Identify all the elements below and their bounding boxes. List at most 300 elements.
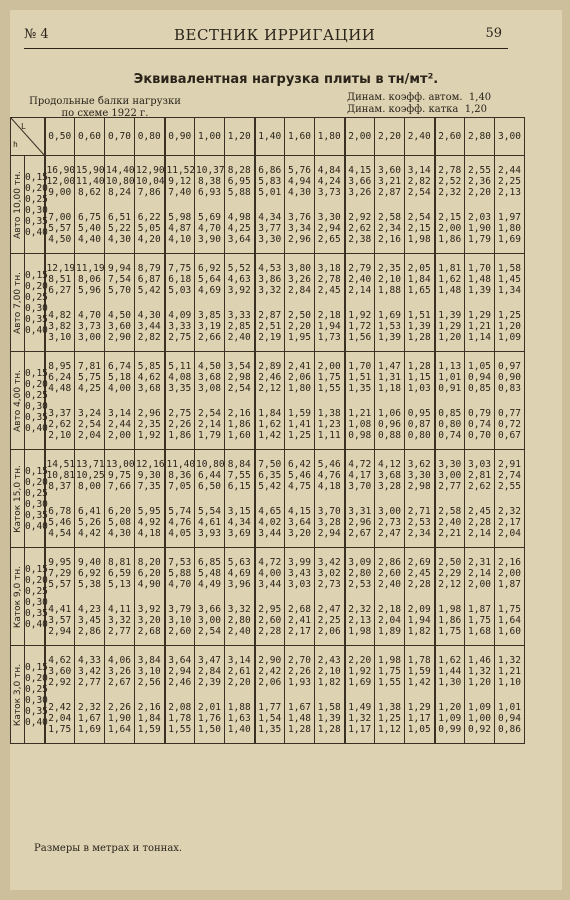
span-header: 1,20 [225,118,255,156]
load-value: 1,06 [378,407,401,419]
load-value: 2,05 [407,262,431,274]
load-value: 8,06 [78,273,101,285]
value-column [195,352,225,450]
value-column [405,156,435,254]
load-value: 3,26 [108,665,131,677]
load-value: 4,87 [168,222,192,234]
span-header: 2,00 [345,118,375,156]
load-value: 2,13 [498,186,521,198]
load-value: 1,84 [137,712,161,724]
value-column [435,156,465,254]
load-value: 4,63 [227,273,251,285]
load-value: 2,96 [137,407,161,419]
load-value: 3,70 [348,480,372,492]
load-value: 5,46 [317,458,341,470]
load-value: 12,19 [46,262,76,274]
load-value: 3,03 [468,458,491,470]
load-value: 1,86 [438,233,462,245]
value-column [105,646,135,744]
load-value: 4,00 [108,382,131,394]
load-value: 4,72 [258,556,282,568]
load-value: 2,15 [407,222,431,234]
load-value: 3,09 [348,556,372,568]
load-value: 2,20 [288,320,311,332]
load-value: 2,55 [498,480,521,492]
load-value: 3,47 [198,654,221,666]
thickness-value: 0,25 [25,291,48,303]
load-value: 2,28 [258,625,282,637]
value-column [315,646,345,744]
value-column [375,156,405,254]
load-value: 3,34 [288,222,311,234]
load-value: 1,65 [407,284,431,296]
load-value: 4,20 [137,233,161,245]
load-value: 2,08 [168,701,192,713]
value-column [225,156,255,254]
load-value: 1,64 [108,723,131,735]
load-value: 2,25 [317,614,341,626]
load-value: 0,74 [438,429,462,441]
load-value: 5,57 [48,222,72,234]
value-column [225,548,255,646]
load-value: 4,50 [198,360,221,372]
load-value: 1,39 [407,320,431,332]
load-value: 4,69 [198,284,221,296]
load-value: 4,18 [137,527,161,539]
load-value: 7,54 [108,273,131,285]
load-value: 2,90 [108,331,131,343]
value-column [75,352,105,450]
load-block [11,156,525,254]
load-value: 4,70 [198,222,221,234]
load-value: 2,75 [168,407,192,419]
load-value: 5,22 [108,222,131,234]
load-value: 2,10 [48,429,72,441]
load-value: 2,35 [378,262,401,274]
load-value: 3,31 [348,505,372,517]
value-column [135,548,165,646]
load-value: 2,40 [227,625,251,637]
thickness-value: 0,40 [25,226,48,238]
load-value: 2,89 [258,360,282,372]
thickness-value: 0,20 [25,280,48,292]
value-column [225,352,255,450]
load-value: 8,37 [48,480,72,492]
load-value: 1,60 [498,625,521,637]
value-column [285,450,315,548]
thickness-value: 0,40 [25,324,48,336]
load-value: 2,96 [288,233,311,245]
load-value: 1,25 [378,712,401,724]
load-value: 2,32 [498,505,521,517]
load-value: 2,69 [407,556,431,568]
value-column [495,254,525,352]
load-value: 3,18 [317,262,341,274]
load-value: 0,94 [468,371,491,383]
load-value: 1,73 [317,331,341,343]
load-value: 1,80 [498,222,521,234]
value-column [375,646,405,744]
load-value: 2,80 [227,614,251,626]
value-column [495,646,525,744]
load-value: 2,56 [137,676,161,688]
value-column [105,450,135,548]
load-value: 1,94 [407,614,431,626]
load-value: 1,46 [468,654,491,666]
thickness-value: 0,25 [25,683,48,695]
load-value: 1,88 [227,701,251,713]
load-value: 2,46 [258,371,282,383]
load-value: 4,76 [317,469,341,481]
value-column [285,352,315,450]
thickness-value: 0,25 [25,193,48,205]
load-value: 1,59 [407,665,431,677]
load-value: 1,59 [137,723,161,735]
load-value: 4,72 [348,458,372,470]
thickness-value: 0,40 [25,520,48,532]
load-value: 3,44 [258,578,282,590]
load-value: 1,28 [407,360,431,372]
load-value: 1,90 [108,712,131,724]
load-value: 2,67 [348,527,372,539]
load-value: 8,95 [48,360,72,372]
value-column [375,450,405,548]
load-value: 1,09 [498,331,521,343]
load-value: 5,46 [288,469,311,481]
thickness-value: 0,20 [25,476,48,488]
value-column [195,156,225,254]
load-value: 2,46 [168,676,192,688]
load-value: 4,84 [317,164,341,176]
load-value: 2,12 [438,578,462,590]
value-column [75,156,105,254]
load-value: 1,21 [348,407,372,419]
load-value: 2,71 [407,505,431,517]
load-value: 5,01 [258,186,282,198]
load-label: Каток 15,0 тн. [12,464,23,533]
load-value: 3,32 [227,603,251,615]
corner-diagonal [11,118,45,156]
load-value: 1,87 [498,578,521,590]
load-value: 4,48 [48,382,72,394]
load-value: 3,90 [198,233,221,245]
load-value: 4,30 [108,233,131,245]
load-value: 2,40 [438,516,462,528]
load-label-cell [11,646,25,744]
load-value: 5,42 [258,480,282,492]
load-label: Каток 3,0 тн. [12,663,23,726]
load-value: 3,14 [108,407,131,419]
value-column [405,254,435,352]
value-column [255,156,285,254]
load-value: 2,81 [468,469,491,481]
load-value: 1,15 [407,371,431,383]
load-value: 4,24 [317,175,341,187]
load-value: 2,40 [227,331,251,343]
load-value: 1,75 [468,614,491,626]
load-value: 1,75 [438,625,462,637]
load-value: 2,00 [438,222,462,234]
load-value: 1,55 [168,723,192,735]
load-value: 0,98 [348,429,372,441]
load-value: 3,93 [198,527,221,539]
thickness-values [25,548,48,646]
value-column [285,548,315,646]
load-value: 10,04 [136,175,165,187]
load-label-cell [11,352,25,450]
value-column [255,352,285,450]
span-header: 2,40 [405,118,435,156]
load-value: 2,18 [378,603,401,615]
load-value: 1,09 [468,701,491,713]
load-value: 8,38 [198,175,221,187]
load-value: 6,41 [78,505,101,517]
load-value: 4,49 [198,578,221,590]
load-value: 2,20 [348,654,372,666]
load-value: 6,20 [137,567,161,579]
load-value: 1,21 [468,320,491,332]
load-value: 4,06 [108,654,131,666]
load-value: 2,94 [317,527,341,539]
load-block [11,548,525,646]
thickness-value: 0,30 [25,400,48,412]
load-value: 3,30 [258,233,282,245]
load-value: 1,70 [348,360,372,372]
load-value: 1,78 [407,654,431,666]
load-value: 4,90 [137,578,161,590]
load-value: 3,10 [48,331,72,343]
load-value: 4,62 [48,654,72,666]
load-value: 5,70 [108,284,131,296]
value-column [45,548,75,646]
load-value: 1,39 [317,712,341,724]
load-value: 2,40 [348,273,372,285]
load-value: 3,45 [78,614,101,626]
load-value: 9,75 [108,469,131,481]
load-value: 2,20 [227,676,251,688]
thickness-value: 0,30 [25,498,48,510]
load-value: 3,26 [288,273,311,285]
load-value: 2,62 [48,418,72,430]
load-value: 2,15 [438,211,462,223]
load-value: 5,75 [78,371,101,383]
load-value: 6,44 [198,469,221,481]
load-value: 3,21 [378,175,401,187]
load-value: 2,54 [407,186,431,198]
load-value: 2,06 [317,625,341,637]
value-column [495,352,525,450]
value-column [465,548,495,646]
load-value: 4,34 [258,211,282,223]
load-value: 3,66 [348,175,372,187]
load-value: 4,25 [227,222,251,234]
load-value: 3,08 [198,382,221,394]
load-value: 4,23 [78,603,101,615]
load-value: 4,94 [288,175,311,187]
load-value: 3,10 [168,614,192,626]
thickness-value: 0,35 [25,607,48,619]
load-value: 2,70 [288,654,311,666]
load-value: 2,77 [438,480,462,492]
load-value: 1,48 [288,712,311,724]
load-value: 3,14 [227,654,251,666]
load-value: 2,00 [317,360,341,372]
load-value: 5,83 [258,175,282,187]
load-value: 5,88 [227,186,251,198]
load-value: 5,69 [198,211,221,223]
load-value: 13,00 [106,458,135,470]
load-value: 1,48 [438,284,462,296]
load-value: 2,98 [407,480,431,492]
load-block [11,254,525,352]
value-column [45,352,75,450]
load-value: 1,86 [227,418,251,430]
value-column [435,646,465,744]
load-value: 1,20 [438,701,462,713]
thickness-value: 0,30 [25,302,48,314]
load-value: 2,16 [227,407,251,419]
load-value: 3,64 [168,654,192,666]
load-value: 1,58 [498,262,521,274]
load-value: 8,51 [48,273,72,285]
load-value: 1,79 [198,429,221,441]
load-value: 1,98 [407,233,431,245]
value-column [255,646,285,744]
value-column [465,450,495,548]
load-value: 2,10 [378,273,401,285]
load-value: 6,15 [227,480,251,492]
load-value: 2,17 [288,625,311,637]
span-header: 0,70 [105,118,135,156]
value-column [105,352,135,450]
load-value: 1,70 [468,262,491,274]
value-column [285,646,315,744]
load-value: 6,35 [258,469,282,481]
load-value: 2,20 [468,186,491,198]
load-value: 1,97 [498,211,521,223]
load-value: 5,98 [168,211,192,223]
load-value: 2,75 [168,331,192,343]
load-value: 1,30 [438,676,462,688]
thickness-value: 0,35 [25,215,48,227]
span-axis-label: L [21,122,26,131]
header-rule [24,48,508,49]
load-value: 2,51 [258,320,282,332]
load-value: 5,85 [137,360,161,372]
load-value: 4,50 [108,309,131,321]
load-value: 2,26 [108,701,131,713]
table-title: Эквивалентная нагрузка плиты в тн/мт². [133,72,439,87]
load-value: 2,50 [438,556,462,568]
load-value: 2,74 [498,469,521,481]
load-value: 4,34 [227,516,251,528]
load-value: 2,98 [227,371,251,383]
load-value: 5,26 [78,516,101,528]
load-value: 2,82 [407,175,431,187]
load-value: 1,54 [258,712,282,724]
load-value: 6,74 [108,360,131,372]
load-value: 3,68 [137,382,161,394]
load-value: 1,82 [407,625,431,637]
load-value: 3,99 [288,556,311,568]
load-value: 2,41 [288,360,311,372]
load-value: 5,96 [78,284,101,296]
footnote: Размеры в метрах и тоннах. [34,843,183,854]
load-value: 1,14 [468,331,491,343]
load-value: 2,06 [288,371,311,383]
thickness-value: 0,35 [25,705,48,717]
span-header: 2,60 [435,118,465,156]
load-value: 1,68 [468,625,491,637]
load-value: 1,86 [438,614,462,626]
load-value: 2,06 [258,676,282,688]
load-value: 3,00 [78,331,101,343]
value-column [195,450,225,548]
load-value: 2,32 [78,701,101,713]
load-value: 3,68 [198,371,221,383]
load-value: 8,62 [78,186,101,198]
load-value: 2,32 [348,603,372,615]
load-value: 1,64 [498,614,521,626]
load-value: 4,17 [348,469,372,481]
load-value: 5,95 [137,505,161,517]
load-value: 3,43 [288,567,311,579]
load-value: 1,59 [288,407,311,419]
value-column [105,254,135,352]
load-value: 0,95 [407,407,431,419]
value-column [135,352,165,450]
load-value: 2,95 [258,603,282,615]
value-column [285,254,315,352]
load-value: 1,75 [48,723,72,735]
load-value: 3,32 [108,614,131,626]
load-value: 11,40 [76,175,105,187]
value-column [435,352,465,450]
thickness-value: 0,15 [25,563,48,575]
load-value: 1,89 [378,625,401,637]
load-value: 8,84 [227,458,251,470]
load-value: 10,80 [106,175,135,187]
load-value: 2,16 [378,233,401,245]
load-value: 2,54 [227,382,251,394]
span-header: 0,90 [165,118,195,156]
load-value: 2,86 [378,556,401,568]
load-value: 2,86 [78,625,101,637]
load-value: 1,79 [468,233,491,245]
load-value: 1,28 [288,723,311,735]
page [10,10,562,890]
load-value: 4,05 [168,527,192,539]
load-value: 5,42 [137,284,161,296]
load-value: 1,17 [348,723,372,735]
value-column [465,646,495,744]
load-value: 4,00 [258,567,282,579]
value-column [75,254,105,352]
thickness-value: 0,40 [25,422,48,434]
load-value: 12,16 [136,458,165,470]
load-value: 6,86 [258,164,282,176]
load-value: 3,02 [317,567,341,579]
load-table [10,117,525,744]
load-value: 6,93 [198,186,221,198]
value-column [495,450,525,548]
load-value: 1,03 [407,382,431,394]
load-value: 1,20 [468,676,491,688]
load-value: 3,77 [258,222,282,234]
load-value: 1,53 [378,320,401,332]
load-value: 3,20 [137,614,161,626]
load-value: 7,66 [108,480,131,492]
